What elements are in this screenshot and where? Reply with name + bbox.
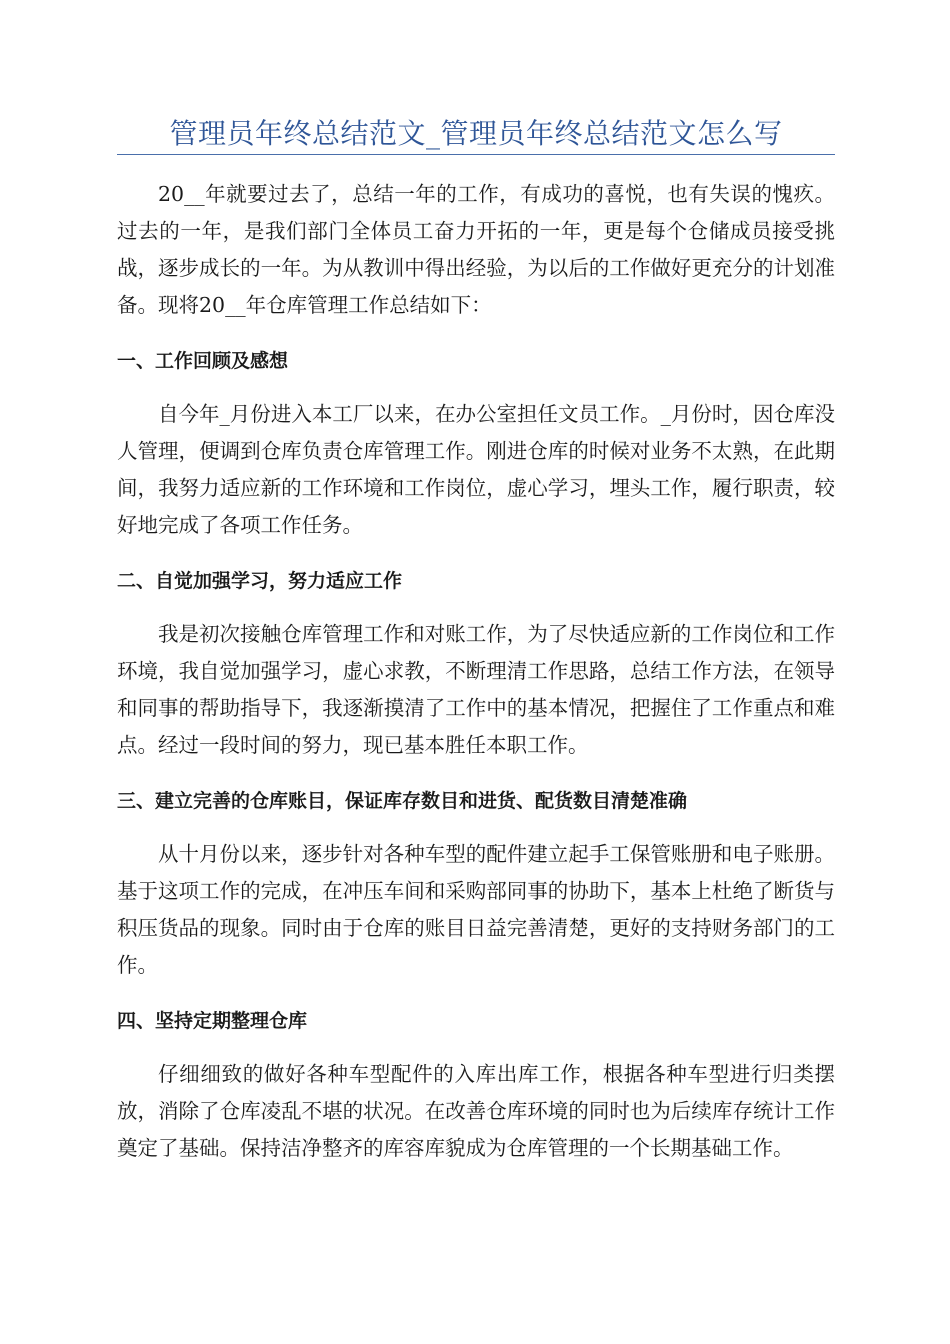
section-paragraph-2: 我是初次接触仓库管理工作和对账工作，为了尽快适应新的工作岗位和工作环境，我自觉加强学习，虚心求教，不断理清工作思路，总结工作方法，在领导和同事的帮助指导下，我逐渐摸清了工作中的基本情况，把握住了工作重点和难点。经过一段时间的努力，现已基本胜任本职工作。 [117,622,835,757]
page-title: 管理员年终总结范文_管理员年终总结范文怎么写 [169,117,783,150]
section-heading-2: 二、自觉加强学习，努力适应工作 [117,570,403,592]
section-heading-1: 一、工作回顾及感想 [117,350,289,372]
title-underline [117,154,835,155]
intro-paragraph: 20__年就要过去了，总结一年的工作，有成功的喜悦，也有失误的愧疚。过去的一年，是我们部门全体员工奋力开拓的一年，更是每个仓储成员接受挑战，逐步成长的一年。为从教训中得出经验，为以后的工作做好更充分的计划准备。现将20__年仓库管理工作总结如下： [117,182,835,317]
section-heading-4: 四、坚持定期整理仓库 [117,1010,308,1032]
section-paragraph-4: 仔细细致的做好各种车型配件的入库出库工作，根据各种车型进行归类摆放，消除了仓库凌乱不堪的状况。在改善仓库环境的同时也为后续库存统计工作奠定了基础。保持洁净整齐的库容库貌成为仓库管理的一个长期基础工作。 [117,1062,835,1160]
section-heading-3: 三、建立完善的仓库账目，保证库存数目和进货、配货数目清楚准确 [117,790,688,812]
document-body [117,176,835,1167]
section-paragraph-1: 自今年_月份进入本工厂以来，在办公室担任文员工作。_月份时，因仓库没人管理，便调到仓库负责仓库管理工作。刚进仓库的时候对业务不太熟，在此期间，我努力适应新的工作环境和工作岗位，虚心学习，埋头工作，履行职责，较好地完成了各项工作任务。 [117,402,835,537]
section-paragraph-3: 从十月份以来，逐步针对各种车型的配件建立起手工保管账册和电子账册。基于这项工作的完成，在冲压车间和采购部同事的协助下，基本上杜绝了断货与积压货品的现象。同时由于仓库的账目日益完善清楚，更好的支持财务部门的工作。 [117,842,835,977]
